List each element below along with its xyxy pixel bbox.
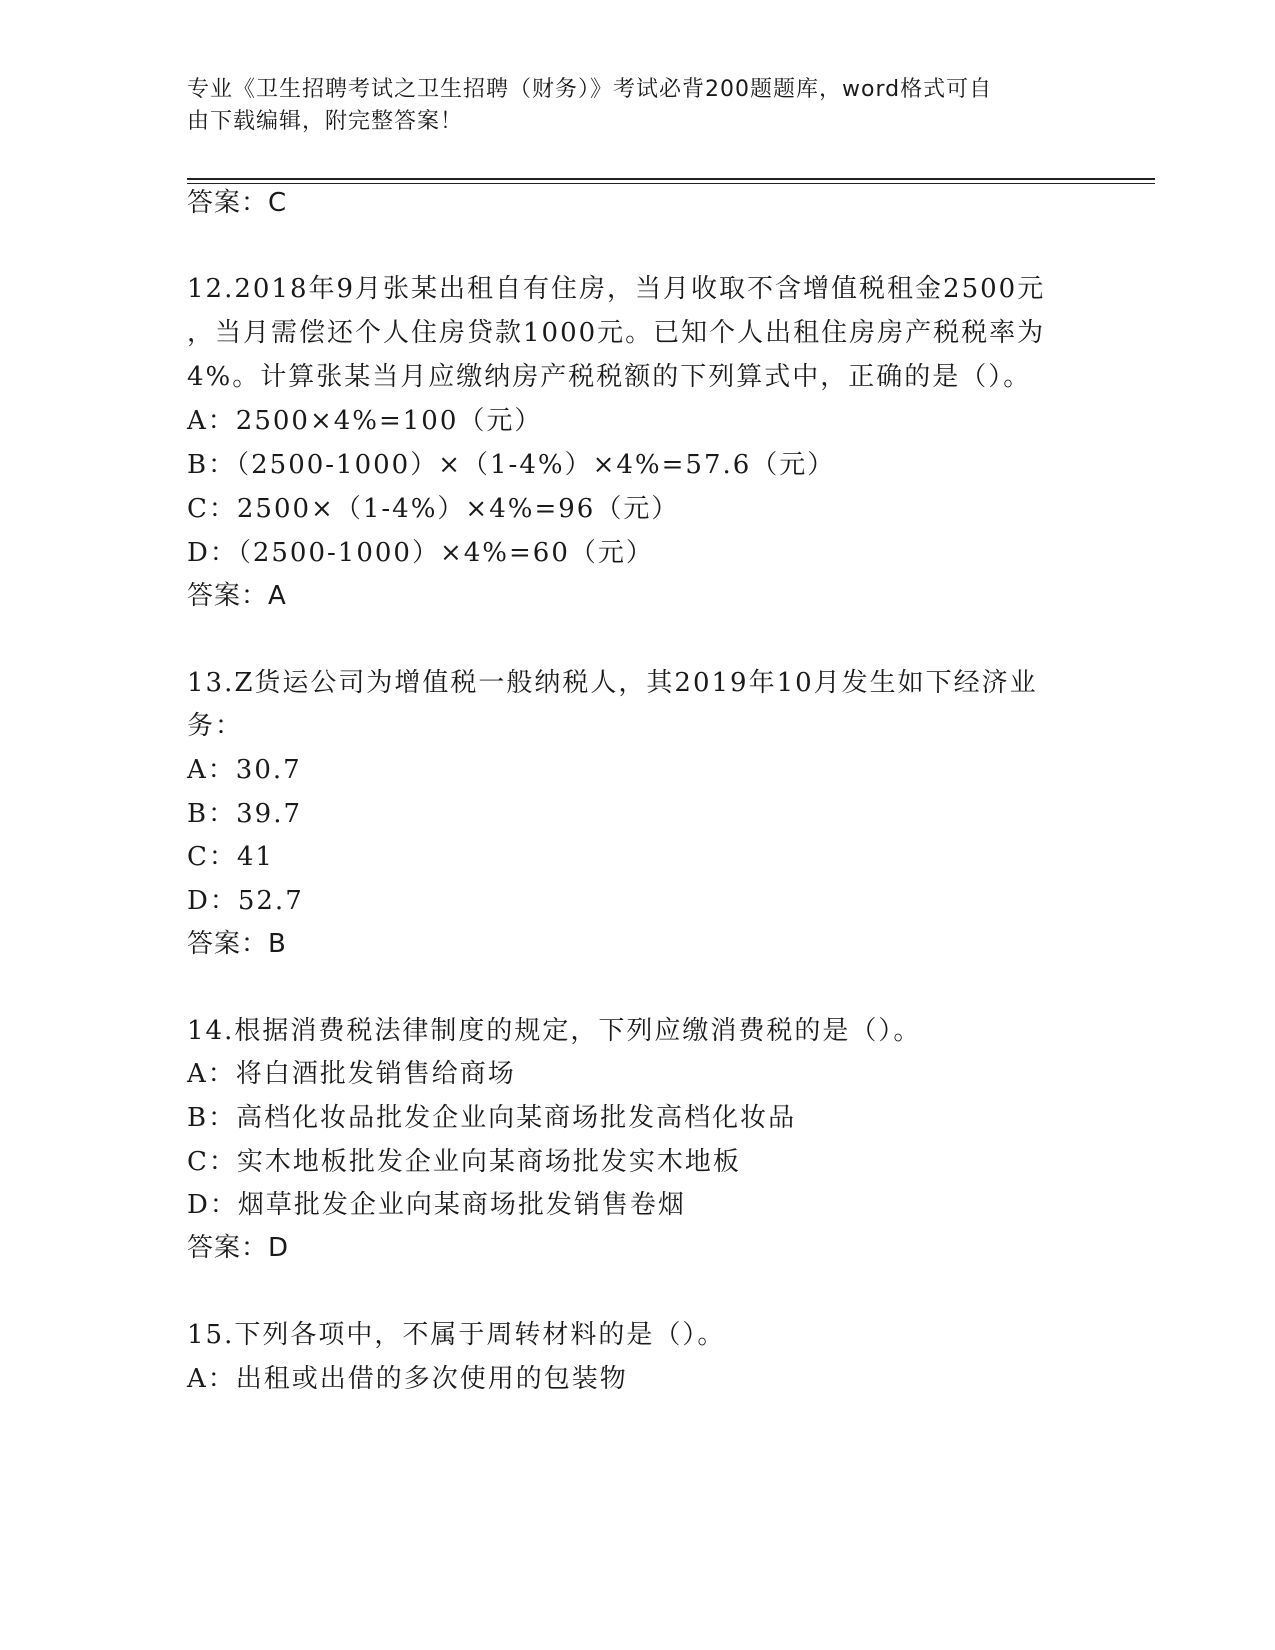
q13-option-b: B：39.7	[187, 799, 302, 829]
q13-option-a: A：30.7	[187, 755, 302, 785]
q13-stem-line-1: 13.Z货运公司为增值税一般纳税人，其2019年10月发生如下经济业	[187, 668, 1038, 698]
q12-option-b: B：（2500-1000）×（1-4%）×4%=57.6（元）	[187, 450, 836, 480]
q12-stem-line-1: 12.2018年9月张某出租自有住房，当月收取不含增值税租金2500元	[187, 274, 1046, 304]
q12-stem-line-2: ，当月需偿还个人住房贷款1000元。已知个人出租住房房产税税率为	[187, 318, 1046, 348]
q12-stem-line-3: 4%。计算张某当月应缴纳房产税税额的下列算式中，正确的是（）。	[187, 362, 1032, 392]
q15-option-a: A：出租或出借的多次使用的包装物	[187, 1364, 628, 1394]
q14-option-c: C：实木地板批发企业向某商场批发实木地板	[187, 1147, 741, 1177]
q14-option-d: D：烟草批发企业向某商场批发销售卷烟	[187, 1190, 686, 1220]
q13-answer: 答案：B	[187, 929, 287, 959]
header-line-2: 由下载编辑，附完整答案！	[187, 109, 464, 134]
q13-stem-line-2: 务：	[187, 711, 244, 741]
document-page	[187, 0, 1162, 1650]
q14-answer: 答案：D	[187, 1233, 290, 1263]
q14-option-b: B：高档化妆品批发企业向某商场批发高档化妆品	[187, 1103, 797, 1133]
q12-option-d: D：（2500-1000）×4%=60（元）	[187, 538, 654, 568]
document-header	[187, 74, 1047, 138]
header-line-1: 专业《卫生招聘考试之卫生招聘（财务）》考试必背200题题库，word格式可自	[187, 77, 993, 102]
header-rule-thin	[187, 183, 1155, 184]
q13-option-c: C：41	[187, 842, 274, 872]
q14-option-a: A：将白酒批发销售给商场	[187, 1059, 516, 1089]
q14-stem-line-1: 14.根据消费税法律制度的规定，下列应缴消费税的是（）。	[187, 1016, 922, 1046]
q13-option-d: D：52.7	[187, 886, 304, 916]
header-rule-thick	[187, 178, 1155, 180]
q12-option-c: C：2500×（1-4%）×4%=96（元）	[187, 494, 680, 524]
previous-answer: 答案：C	[187, 188, 288, 218]
q15-stem-line-1: 15.下列各项中，不属于周转材料的是（）。	[187, 1320, 726, 1350]
q12-option-a: A：2500×4%=100（元）	[187, 406, 543, 436]
q12-answer: 答案：A	[187, 581, 287, 611]
